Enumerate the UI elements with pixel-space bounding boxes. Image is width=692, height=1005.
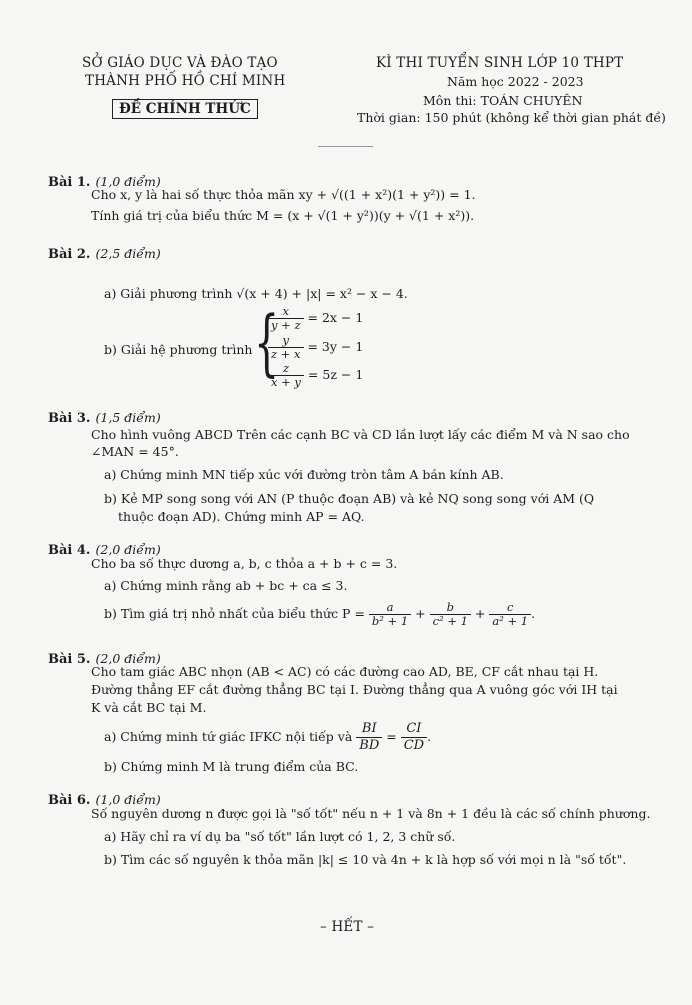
- system-brace: {: [254, 300, 280, 384]
- problem-points: (1,5 điểm): [95, 410, 161, 425]
- problem-3-line1: Cho hình vuông ABCD Trên các cạnh BC và CD lần lượt lấy các điểm M và N sao cho: [91, 427, 630, 442]
- problem-3b-line1: b) Kẻ MP song song với AN (P thuộc đoạn AB) và kẻ NQ song song với AM (Q: [104, 491, 595, 506]
- problem-label: Bài 3.: [48, 411, 91, 426]
- exam-time: Thời gian: 150 phút (không kể thời gian phát đề): [357, 110, 666, 125]
- problem-5a: a) Chứng minh tứ giác IFKC nội tiếp và $\frac{BI}{BD}$ = $\frac{CI}{CD}$ .: [104, 721, 432, 753]
- exam-title: KÌ THI TUYỂN SINH LỚP 10 THPT: [376, 55, 624, 71]
- problem-3-heading: [48, 407, 161, 426]
- end-marker: – HẾT –: [320, 919, 375, 935]
- problem-2a: a) Giải phương trình √(x + 4) + |x| = x² − x − 4.: [104, 286, 408, 301]
- problem-points: (2,5 điểm): [95, 246, 161, 261]
- problem-3a: a) Chứng minh MN tiếp xúc với đường tròn tâm A bán kính AB.: [104, 467, 504, 482]
- problem-points: (2,0 điểm): [95, 542, 161, 557]
- system-equation-1: $\frac{x}{y + z}$ = 2x − 1: [268, 305, 363, 332]
- problem-6b: b) Tìm các số nguyên k thỏa mãn |k| ≤ 10 và 4n + k là hợp số với mọi n là "số tốt".: [104, 852, 627, 867]
- problem-4-line1: Cho ba số thực dương a, b, c thỏa a + b + c = 3.: [91, 556, 398, 571]
- problem-points: (2,0 điểm): [95, 651, 161, 666]
- problem-4a: a) Chứng minh rằng ab + bc + ca ≤ 3.: [104, 578, 348, 593]
- problem-3-line2: ∠MAN = 45°.: [91, 444, 179, 459]
- problem-points: (1,0 điểm): [95, 174, 161, 189]
- department-line2: THÀNH PHỐ HỒ CHÍ MINH: [85, 73, 286, 89]
- problem-5-line2: Đường thẳng EF cắt đường thẳng BC tại I. Đường thẳng qua A vuông góc với IH tại: [91, 682, 618, 697]
- problem-2b: b) Giải hệ phương trình: [104, 342, 253, 357]
- problem-label: Bài 2.: [48, 247, 91, 262]
- problem-label: Bài 4.: [48, 543, 91, 558]
- problem-1-line1: Cho x, y là hai số thực thỏa mãn xy + √((1 + x²)(1 + y²)) = 1.: [91, 187, 476, 202]
- problem-4b: b) Tìm giá trị nhỏ nhất của biểu thức P = $\frac{a}{\text{b² + 1}}$ + $\frac{b}{\text{c² + 1}}$ + $\frac{c}{\text{a² + 1}}$ .: [104, 600, 536, 628]
- header-divider: [318, 146, 373, 147]
- problem-label: Bài 6.: [48, 793, 91, 808]
- problem-5-line1: Cho tam giác ABC nhọn (AB < AC) có các đường cao AD, BE, CF cắt nhau tại H.: [91, 664, 599, 679]
- problem-label: Bài 5.: [48, 652, 91, 667]
- problem-2-heading: [48, 243, 161, 262]
- official-stamp: ĐỀ CHÍNH THỨC: [112, 99, 258, 119]
- problem-5b: b) Chứng minh M là trung điểm của BC.: [104, 759, 359, 774]
- department-line1: SỞ GIÁO DỤC VÀ ĐÀO TẠO: [82, 55, 278, 71]
- problem-5-line3: K và cắt BC tại M.: [91, 700, 207, 715]
- problem-6a: a) Hãy chỉ ra ví dụ ba "số tốt" lần lượt có 1, 2, 3 chữ số.: [104, 829, 456, 844]
- system-equation-2: $\frac{y}{z + x}$ = 3y − 1: [268, 334, 363, 361]
- problem-label: Bài 1.: [48, 175, 91, 190]
- problem-3b-line2: thuộc đoạn AD). Chứng minh AP = AQ.: [118, 509, 365, 524]
- system-equation-3: $\frac{z}{x + y}$ = 5z − 1: [268, 362, 363, 389]
- problem-points: (1,0 điểm): [95, 792, 161, 807]
- problem-1-line2: Tính giá trị của biểu thức M = (x + √(1 + y²))(y + √(1 + x²)).: [91, 208, 475, 223]
- problem-6-line1: Số nguyên dương n được gọi là "số tốt" nếu n + 1 và 8n + 1 đều là các số chính phương.: [91, 806, 651, 821]
- subject: Môn thi: TOÁN CHUYÊN: [423, 93, 583, 108]
- school-year: Năm học 2022 - 2023: [447, 74, 584, 89]
